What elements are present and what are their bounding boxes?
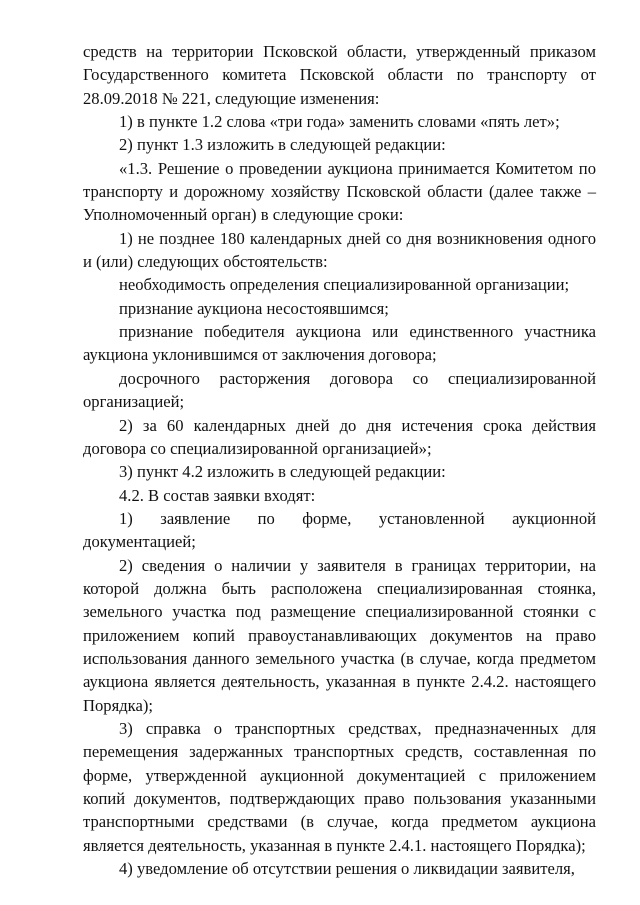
document-page — [83, 40, 596, 880]
paragraph-land-plot-info: 2) сведения о наличии у заявителя в границах территории, на которой должна быть расположена специализированная стоянка, земельного участка под размещение специализированной стоянки с приложением копий правоустанавливающих документов на право использования данного земельного участка (в случае, когда предметом аукциона является деятельность, указанная в пункте 2.4.2. настоящего Порядка); — [83, 555, 596, 715]
paragraph-deadline-60-days: 2) за 60 календарных дней до дня истечения срока действия договора со специализированной организацией»; — [83, 415, 596, 458]
paragraph-deadline-180-days: 1) не позднее 180 календарных дней со дня возникновения одного и (или) следующих обстоятельств: — [83, 228, 596, 272]
paragraph-item-1-term-change: 1) в пункте 1.2 слова «три года» заменить словами «пять лет»; — [119, 112, 560, 132]
paragraph-clause-1-3-text: «1.3. Решение о проведении аукциона принимается Комитетом по транспорту и дорожному хозяйству Псковской области (далее также – Уполномоченный орган) в следующие сроки: — [83, 158, 596, 225]
paragraph-clause-4-2-heading: 4.2. В состав заявки входят: — [119, 485, 316, 505]
paragraph-circumstance-early-termination: досрочного расторжения договора со специализированной организацией; — [83, 368, 596, 412]
paragraph-item-3-clause-4-2: 3) пункт 4.2 изложить в следующей редакции: — [119, 462, 446, 482]
paragraph-order-reference: средств на территории Псковской области, утвержденный приказом Государственного комитета Псковской области по транспорту от 28.09.2018 № 221, следующие изменения: — [83, 42, 596, 108]
paragraph-vehicle-certificate: 3) справка о транспортных средствах, предназначенных для перемещения задержанных транспортных средств, составленная по форме, утвержденной аукционной документацией с приложением копий документов, подтверждающих право пользования указанными транспортными средствами (в случае, когда предметом аукциона является деятельность, указанная в пункте 2.4.1. настоящего Порядка); — [83, 718, 596, 855]
paragraph-circumstance-winner-evasion: признание победителя аукциона или единственного участника аукциона уклонившимся от заключения договора; — [83, 322, 596, 365]
paragraph-item-2-clause-1-3: 2) пункт 1.3 изложить в следующей редакции: — [119, 135, 446, 155]
paragraph-circumstance-need: необходимость определения специализированной организации; — [119, 275, 570, 295]
paragraph-circumstance-failed-auction: признание аукциона несостоявшимся; — [119, 298, 389, 318]
paragraph-application-form: 1) заявление по форме, установленной аукционной документацией; — [83, 508, 596, 552]
paragraph-liquidation-notice: 4) уведомление об отсутствии решения о ликвидации заявителя, — [119, 859, 575, 879]
